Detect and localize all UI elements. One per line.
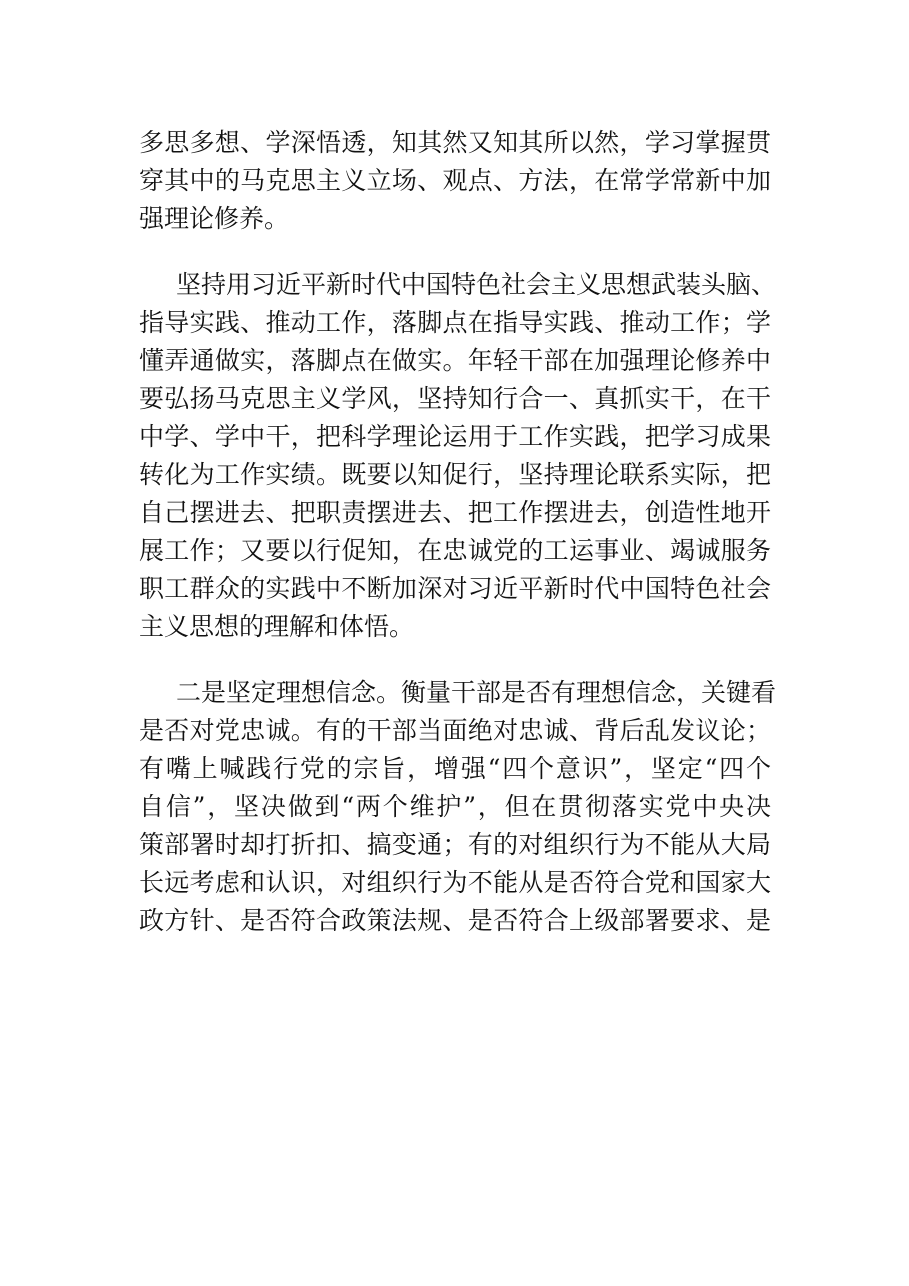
text-line: 有嘴上喊践行党的宗旨，增强“四个意识”，坚定“四个: [139, 754, 771, 783]
text-line: 指导实践、推动工作，落脚点在指导实践、推动工作；学: [139, 308, 771, 337]
text-line: 是否对党忠诚。有的干部当面绝对忠诚、背后乱发议论；: [139, 716, 771, 745]
text-line: 策部署时却打折扣、搞变通；有的对组织行为不能从大局: [139, 830, 771, 859]
text-line: 自信”，坚决做到“两个维护”，但在贯彻落实党中央决: [139, 792, 771, 821]
text-line: 强理论修养。: [139, 204, 290, 233]
text-line: 展工作；又要以行促知，在忠诚党的工运事业、竭诚服务: [139, 536, 771, 565]
text-line: 多思多想、学深悟透，知其然又知其所以然，学习掌握贯: [139, 128, 771, 157]
paragraph: [139, 674, 777, 940]
paragraph-spacing: [139, 646, 771, 674]
text-line: 长远考虑和认识，对组织行为不能从是否符合党和国家大: [139, 868, 771, 897]
text-line: 穿其中的马克思主义立场、观点、方法，在常学常新中加: [139, 166, 771, 195]
text-line: 坚持用习近平新时代中国特色社会主义思想武装头脑、: [176, 270, 777, 299]
text-line: 职工群众的实践中不断加深对习近平新时代中国特色社会: [139, 574, 771, 603]
paragraph-spacing: [139, 238, 771, 266]
paragraph: [139, 124, 771, 238]
text-line: 中学、学中干，把科学理论运用于工作实践，把学习成果: [139, 422, 771, 451]
text-line: 要弘扬马克思主义学风，坚持知行合一、真抓实干，在干: [139, 384, 771, 413]
paragraph: [139, 266, 777, 646]
text-line: 自己摆进去、把职责摆进去、把工作摆进去，创造性地开: [139, 498, 771, 527]
document-body: [139, 124, 777, 940]
text-line: 转化为工作实绩。既要以知促行，坚持理论联系实际，把: [139, 460, 771, 489]
text-line: 懂弄通做实，落脚点在做实。年轻干部在加强理论修养中: [139, 346, 771, 375]
text-line: 二是坚定理想信念。衡量干部是否有理想信念，关键看: [176, 678, 777, 707]
text-line: 主义思想的理解和体悟。: [139, 612, 415, 641]
text-line: 政方针、是否符合政策法规、是否符合上级部署要求、是: [139, 906, 771, 935]
